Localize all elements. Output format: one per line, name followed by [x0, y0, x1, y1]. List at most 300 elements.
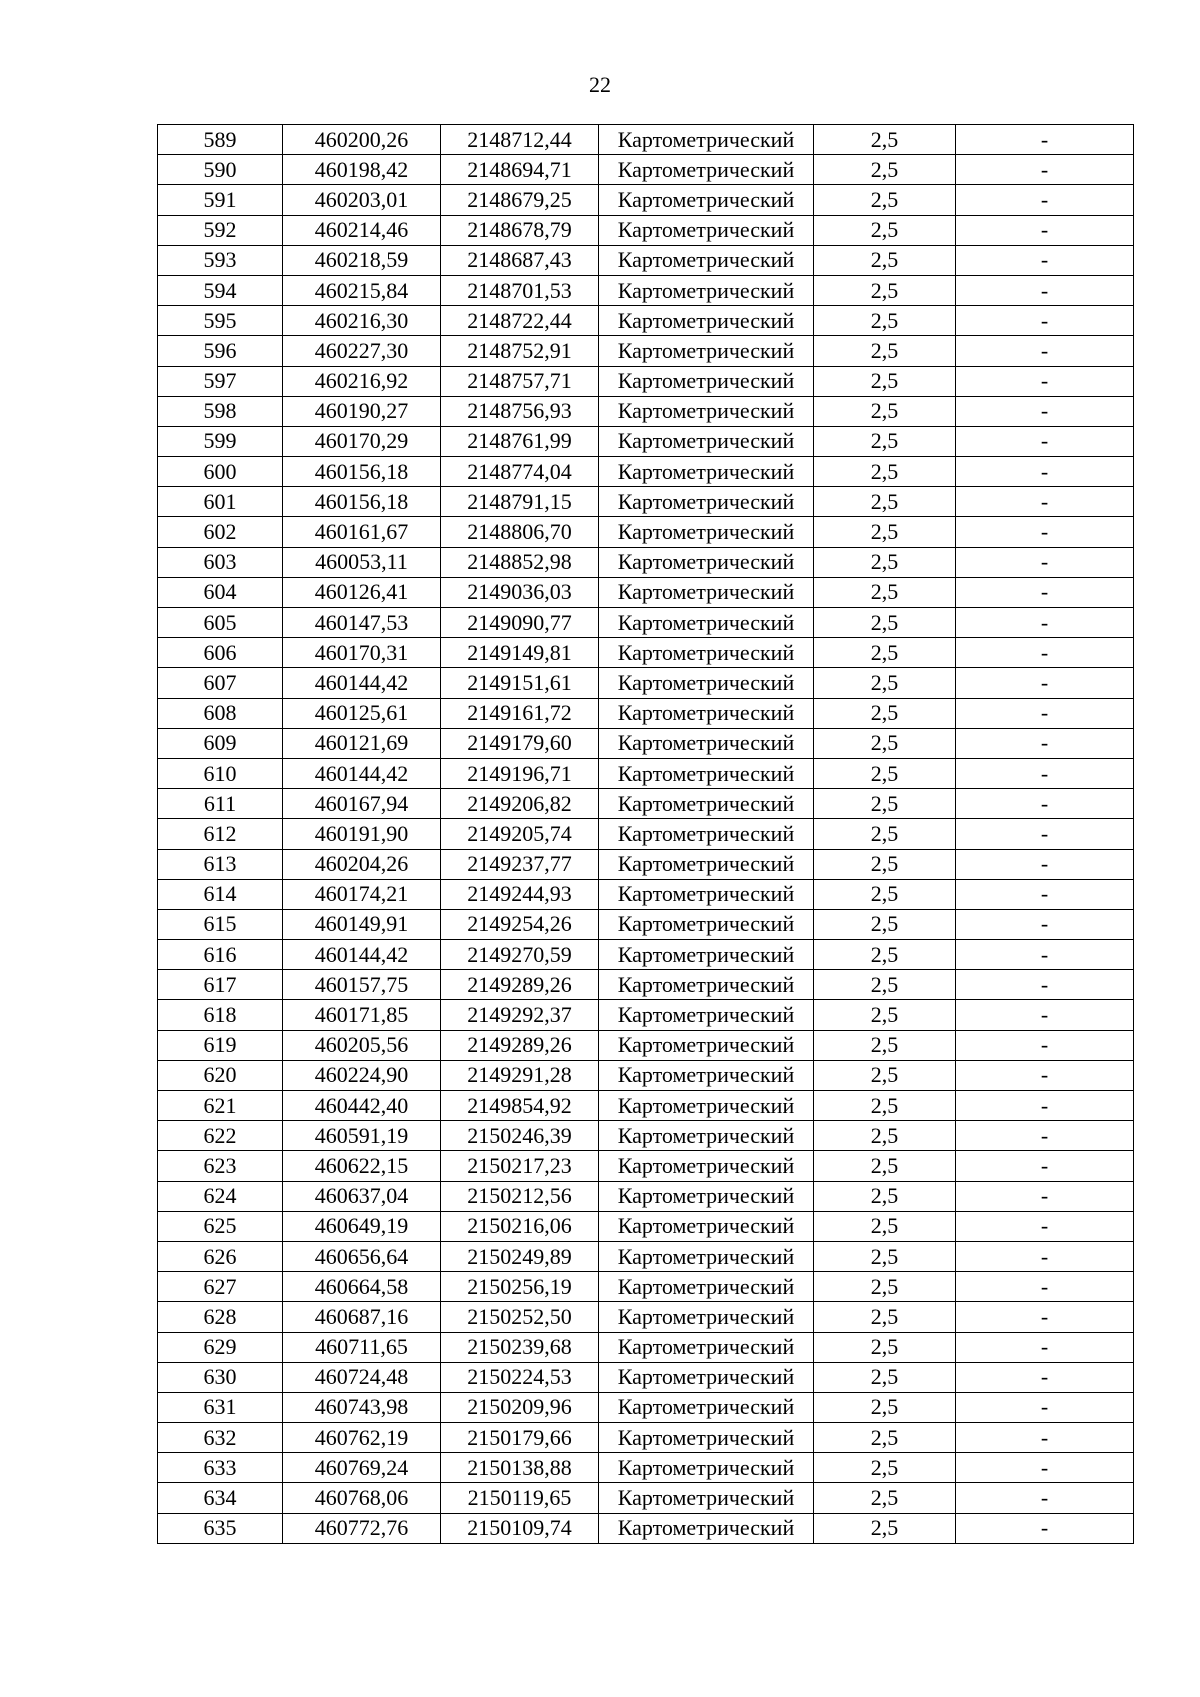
table-row: [158, 366, 1134, 396]
y-coordinate-cell: 2150179,66: [441, 1423, 599, 1453]
point-number-cell: 625: [158, 1211, 283, 1241]
point-number-cell: 602: [158, 517, 283, 547]
point-number-cell: 601: [158, 487, 283, 517]
method-cell: Картометрический: [599, 1332, 814, 1362]
point-number-cell: 622: [158, 1121, 283, 1151]
point-number-cell: 589: [158, 125, 283, 155]
y-coordinate-cell: 2148752,91: [441, 336, 599, 366]
accuracy-cell: 2,5: [814, 940, 956, 970]
description-cell: -: [956, 1272, 1134, 1302]
method-cell: Картометрический: [599, 1121, 814, 1151]
point-number-cell: 630: [158, 1362, 283, 1392]
table-row: [158, 849, 1134, 879]
accuracy-cell: 2,5: [814, 336, 956, 366]
point-number-cell: 634: [158, 1483, 283, 1513]
y-coordinate-cell: 2149237,77: [441, 849, 599, 879]
description-cell: -: [956, 155, 1134, 185]
table-row: [158, 819, 1134, 849]
y-coordinate-cell: 2148687,43: [441, 245, 599, 275]
description-cell: -: [956, 698, 1134, 728]
description-cell: -: [956, 668, 1134, 698]
method-cell: Картометрический: [599, 1513, 814, 1543]
point-number-cell: 621: [158, 1091, 283, 1121]
description-cell: -: [956, 275, 1134, 305]
point-number-cell: 597: [158, 366, 283, 396]
x-coordinate-cell: 460227,30: [283, 336, 441, 366]
description-cell: -: [956, 1302, 1134, 1332]
y-coordinate-cell: 2150252,50: [441, 1302, 599, 1332]
point-number-cell: 629: [158, 1332, 283, 1362]
method-cell: Картометрический: [599, 457, 814, 487]
table-row: [158, 758, 1134, 788]
point-number-cell: 623: [158, 1151, 283, 1181]
description-cell: -: [956, 1483, 1134, 1513]
method-cell: Картометрический: [599, 728, 814, 758]
method-cell: Картометрический: [599, 1151, 814, 1181]
y-coordinate-cell: 2150246,39: [441, 1121, 599, 1151]
table-row: [158, 638, 1134, 668]
method-cell: Картометрический: [599, 1423, 814, 1453]
description-cell: -: [956, 879, 1134, 909]
table-row: [158, 879, 1134, 909]
y-coordinate-cell: 2149289,26: [441, 970, 599, 1000]
table-row: [158, 608, 1134, 638]
accuracy-cell: 2,5: [814, 638, 956, 668]
description-cell: -: [956, 487, 1134, 517]
method-cell: Картометрический: [599, 1392, 814, 1422]
y-coordinate-cell: 2149090,77: [441, 608, 599, 638]
point-number-cell: 617: [158, 970, 283, 1000]
x-coordinate-cell: 460156,18: [283, 457, 441, 487]
description-cell: -: [956, 1362, 1134, 1392]
y-coordinate-cell: 2148712,44: [441, 125, 599, 155]
table-row: [158, 396, 1134, 426]
x-coordinate-cell: 460216,30: [283, 306, 441, 336]
x-coordinate-cell: 460218,59: [283, 245, 441, 275]
x-coordinate-cell: 460724,48: [283, 1362, 441, 1392]
point-number-cell: 616: [158, 940, 283, 970]
method-cell: Картометрический: [599, 668, 814, 698]
point-number-cell: 618: [158, 1000, 283, 1030]
table-row: [158, 1483, 1134, 1513]
table-row: [158, 517, 1134, 547]
accuracy-cell: 2,5: [814, 698, 956, 728]
table-row: [158, 1392, 1134, 1422]
y-coordinate-cell: 2148791,15: [441, 487, 599, 517]
y-coordinate-cell: 2149854,92: [441, 1091, 599, 1121]
point-number-cell: 635: [158, 1513, 283, 1543]
y-coordinate-cell: 2150217,23: [441, 1151, 599, 1181]
y-coordinate-cell: 2149206,82: [441, 789, 599, 819]
point-number-cell: 607: [158, 668, 283, 698]
point-number-cell: 612: [158, 819, 283, 849]
accuracy-cell: 2,5: [814, 849, 956, 879]
description-cell: -: [956, 517, 1134, 547]
x-coordinate-cell: 460144,42: [283, 758, 441, 788]
y-coordinate-cell: 2149149,81: [441, 638, 599, 668]
y-coordinate-cell: 2148761,99: [441, 426, 599, 456]
accuracy-cell: 2,5: [814, 1513, 956, 1543]
accuracy-cell: 2,5: [814, 275, 956, 305]
table-row: [158, 547, 1134, 577]
table-row: [158, 577, 1134, 607]
accuracy-cell: 2,5: [814, 306, 956, 336]
method-cell: Картометрический: [599, 608, 814, 638]
y-coordinate-cell: 2148722,44: [441, 306, 599, 336]
accuracy-cell: 2,5: [814, 457, 956, 487]
x-coordinate-cell: 460144,42: [283, 940, 441, 970]
x-coordinate-cell: 460126,41: [283, 577, 441, 607]
description-cell: -: [956, 1513, 1134, 1543]
method-cell: Картометрический: [599, 1091, 814, 1121]
accuracy-cell: 2,5: [814, 819, 956, 849]
table-row: [158, 1362, 1134, 1392]
table-row: [158, 1513, 1134, 1543]
point-number-cell: 595: [158, 306, 283, 336]
method-cell: Картометрический: [599, 1181, 814, 1211]
x-coordinate-cell: 460591,19: [283, 1121, 441, 1151]
y-coordinate-cell: 2150249,89: [441, 1241, 599, 1271]
description-cell: -: [956, 426, 1134, 456]
table-row: [158, 698, 1134, 728]
method-cell: Картометрический: [599, 547, 814, 577]
x-coordinate-cell: 460205,56: [283, 1030, 441, 1060]
point-number-cell: 633: [158, 1453, 283, 1483]
y-coordinate-cell: 2149179,60: [441, 728, 599, 758]
y-coordinate-cell: 2149205,74: [441, 819, 599, 849]
method-cell: Картометрический: [599, 1453, 814, 1483]
x-coordinate-cell: 460167,94: [283, 789, 441, 819]
description-cell: -: [956, 396, 1134, 426]
point-number-cell: 611: [158, 789, 283, 819]
table-row: [158, 909, 1134, 939]
method-cell: Картометрический: [599, 1362, 814, 1392]
description-cell: -: [956, 125, 1134, 155]
accuracy-cell: 2,5: [814, 577, 956, 607]
description-cell: -: [956, 336, 1134, 366]
table-row: [158, 1030, 1134, 1060]
method-cell: Картометрический: [599, 758, 814, 788]
point-number-cell: 620: [158, 1060, 283, 1090]
y-coordinate-cell: 2150216,06: [441, 1211, 599, 1241]
method-cell: Картометрический: [599, 1000, 814, 1030]
description-cell: -: [956, 758, 1134, 788]
accuracy-cell: 2,5: [814, 879, 956, 909]
accuracy-cell: 2,5: [814, 758, 956, 788]
table-row: [158, 1060, 1134, 1090]
table-row: [158, 125, 1134, 155]
point-number-cell: 605: [158, 608, 283, 638]
coordinates-table: [157, 124, 1134, 1544]
description-cell: -: [956, 1423, 1134, 1453]
description-cell: -: [956, 215, 1134, 245]
table-row: [158, 1181, 1134, 1211]
y-coordinate-cell: 2149270,59: [441, 940, 599, 970]
x-coordinate-cell: 460224,90: [283, 1060, 441, 1090]
point-number-cell: 606: [158, 638, 283, 668]
description-cell: -: [956, 819, 1134, 849]
accuracy-cell: 2,5: [814, 426, 956, 456]
table-row: [158, 789, 1134, 819]
description-cell: -: [956, 789, 1134, 819]
accuracy-cell: 2,5: [814, 155, 956, 185]
accuracy-cell: 2,5: [814, 1030, 956, 1060]
x-coordinate-cell: 460216,92: [283, 366, 441, 396]
y-coordinate-cell: 2148701,53: [441, 275, 599, 305]
description-cell: -: [956, 1030, 1134, 1060]
description-cell: -: [956, 638, 1134, 668]
point-number-cell: 626: [158, 1241, 283, 1271]
x-coordinate-cell: 460170,31: [283, 638, 441, 668]
point-number-cell: 619: [158, 1030, 283, 1060]
method-cell: Картометрический: [599, 275, 814, 305]
point-number-cell: 613: [158, 849, 283, 879]
description-cell: -: [956, 1211, 1134, 1241]
x-coordinate-cell: 460743,98: [283, 1392, 441, 1422]
method-cell: Картометрический: [599, 1211, 814, 1241]
point-number-cell: 631: [158, 1392, 283, 1422]
point-number-cell: 627: [158, 1272, 283, 1302]
accuracy-cell: 2,5: [814, 517, 956, 547]
x-coordinate-cell: 460125,61: [283, 698, 441, 728]
x-coordinate-cell: 460649,19: [283, 1211, 441, 1241]
accuracy-cell: 2,5: [814, 1302, 956, 1332]
x-coordinate-cell: 460170,29: [283, 426, 441, 456]
accuracy-cell: 2,5: [814, 789, 956, 819]
table-row: [158, 215, 1134, 245]
method-cell: Картометрический: [599, 215, 814, 245]
description-cell: -: [956, 577, 1134, 607]
method-cell: Картометрический: [599, 517, 814, 547]
table-row: [158, 970, 1134, 1000]
method-cell: Картометрический: [599, 1241, 814, 1271]
x-coordinate-cell: 460203,01: [283, 185, 441, 215]
x-coordinate-cell: 460656,64: [283, 1241, 441, 1271]
method-cell: Картометрический: [599, 426, 814, 456]
accuracy-cell: 2,5: [814, 396, 956, 426]
point-number-cell: 609: [158, 728, 283, 758]
table-row: [158, 1211, 1134, 1241]
y-coordinate-cell: 2148757,71: [441, 366, 599, 396]
accuracy-cell: 2,5: [814, 668, 956, 698]
method-cell: Картометрический: [599, 577, 814, 607]
y-coordinate-cell: 2148678,79: [441, 215, 599, 245]
y-coordinate-cell: 2148679,25: [441, 185, 599, 215]
table-row: [158, 1272, 1134, 1302]
x-coordinate-cell: 460198,42: [283, 155, 441, 185]
accuracy-cell: 2,5: [814, 245, 956, 275]
description-cell: -: [956, 1392, 1134, 1422]
method-cell: Картометрический: [599, 940, 814, 970]
x-coordinate-cell: 460121,69: [283, 728, 441, 758]
x-coordinate-cell: 460171,85: [283, 1000, 441, 1030]
method-cell: Картометрический: [599, 155, 814, 185]
point-number-cell: 604: [158, 577, 283, 607]
table-row: [158, 1302, 1134, 1332]
point-number-cell: 590: [158, 155, 283, 185]
y-coordinate-cell: 2149292,37: [441, 1000, 599, 1030]
table-row: [158, 457, 1134, 487]
accuracy-cell: 2,5: [814, 1272, 956, 1302]
accuracy-cell: 2,5: [814, 608, 956, 638]
accuracy-cell: 2,5: [814, 1332, 956, 1362]
x-coordinate-cell: 460622,15: [283, 1151, 441, 1181]
description-cell: -: [956, 1091, 1134, 1121]
description-cell: -: [956, 1181, 1134, 1211]
accuracy-cell: 2,5: [814, 1362, 956, 1392]
y-coordinate-cell: 2150239,68: [441, 1332, 599, 1362]
y-coordinate-cell: 2149289,26: [441, 1030, 599, 1060]
y-coordinate-cell: 2150224,53: [441, 1362, 599, 1392]
table-row: [158, 1151, 1134, 1181]
description-cell: -: [956, 1241, 1134, 1271]
table-row: [158, 185, 1134, 215]
y-coordinate-cell: 2149161,72: [441, 698, 599, 728]
method-cell: Картометрический: [599, 336, 814, 366]
table-row: [158, 275, 1134, 305]
description-cell: -: [956, 1000, 1134, 1030]
y-coordinate-cell: 2149036,03: [441, 577, 599, 607]
accuracy-cell: 2,5: [814, 728, 956, 758]
accuracy-cell: 2,5: [814, 1423, 956, 1453]
table-row: [158, 728, 1134, 758]
accuracy-cell: 2,5: [814, 215, 956, 245]
description-cell: -: [956, 849, 1134, 879]
y-coordinate-cell: 2149291,28: [441, 1060, 599, 1090]
method-cell: Картометрический: [599, 879, 814, 909]
accuracy-cell: 2,5: [814, 1121, 956, 1151]
x-coordinate-cell: 460762,19: [283, 1423, 441, 1453]
x-coordinate-cell: 460687,16: [283, 1302, 441, 1332]
table-row: [158, 1332, 1134, 1362]
table-row: [158, 1121, 1134, 1151]
y-coordinate-cell: 2149151,61: [441, 668, 599, 698]
accuracy-cell: 2,5: [814, 1181, 956, 1211]
x-coordinate-cell: 460053,11: [283, 547, 441, 577]
y-coordinate-cell: 2150119,65: [441, 1483, 599, 1513]
table-row: [158, 306, 1134, 336]
y-coordinate-cell: 2150138,88: [441, 1453, 599, 1483]
accuracy-cell: 2,5: [814, 125, 956, 155]
accuracy-cell: 2,5: [814, 366, 956, 396]
table-row: [158, 940, 1134, 970]
method-cell: Картометрический: [599, 396, 814, 426]
description-cell: -: [956, 1332, 1134, 1362]
method-cell: Картометрический: [599, 698, 814, 728]
x-coordinate-cell: 460442,40: [283, 1091, 441, 1121]
y-coordinate-cell: 2148806,70: [441, 517, 599, 547]
table-row: [158, 336, 1134, 366]
method-cell: Картометрический: [599, 1272, 814, 1302]
description-cell: -: [956, 970, 1134, 1000]
method-cell: Картометрический: [599, 487, 814, 517]
x-coordinate-cell: 460204,26: [283, 849, 441, 879]
description-cell: -: [956, 185, 1134, 215]
method-cell: Картометрический: [599, 638, 814, 668]
x-coordinate-cell: 460156,18: [283, 487, 441, 517]
accuracy-cell: 2,5: [814, 185, 956, 215]
table-row: [158, 1000, 1134, 1030]
y-coordinate-cell: 2150256,19: [441, 1272, 599, 1302]
table-row: [158, 1091, 1134, 1121]
x-coordinate-cell: 460200,26: [283, 125, 441, 155]
point-number-cell: 614: [158, 879, 283, 909]
point-number-cell: 594: [158, 275, 283, 305]
point-number-cell: 603: [158, 547, 283, 577]
point-number-cell: 596: [158, 336, 283, 366]
table-row: [158, 668, 1134, 698]
table-row: [158, 1453, 1134, 1483]
point-number-cell: 592: [158, 215, 283, 245]
point-number-cell: 599: [158, 426, 283, 456]
accuracy-cell: 2,5: [814, 1060, 956, 1090]
method-cell: Картометрический: [599, 909, 814, 939]
x-coordinate-cell: 460215,84: [283, 275, 441, 305]
method-cell: Картометрический: [599, 125, 814, 155]
x-coordinate-cell: 460174,21: [283, 879, 441, 909]
point-number-cell: 598: [158, 396, 283, 426]
description-cell: -: [956, 909, 1134, 939]
point-number-cell: 615: [158, 909, 283, 939]
accuracy-cell: 2,5: [814, 1000, 956, 1030]
description-cell: -: [956, 547, 1134, 577]
x-coordinate-cell: 460768,06: [283, 1483, 441, 1513]
description-cell: -: [956, 728, 1134, 758]
method-cell: Картометрический: [599, 1030, 814, 1060]
point-number-cell: 593: [158, 245, 283, 275]
accuracy-cell: 2,5: [814, 1211, 956, 1241]
table-row: [158, 155, 1134, 185]
y-coordinate-cell: 2148852,98: [441, 547, 599, 577]
point-number-cell: 591: [158, 185, 283, 215]
x-coordinate-cell: 460190,27: [283, 396, 441, 426]
y-coordinate-cell: 2150209,96: [441, 1392, 599, 1422]
method-cell: Картометрический: [599, 366, 814, 396]
point-number-cell: 628: [158, 1302, 283, 1332]
y-coordinate-cell: 2149244,93: [441, 879, 599, 909]
point-number-cell: 610: [158, 758, 283, 788]
y-coordinate-cell: 2149196,71: [441, 758, 599, 788]
x-coordinate-cell: 460769,24: [283, 1453, 441, 1483]
accuracy-cell: 2,5: [814, 487, 956, 517]
y-coordinate-cell: 2148694,71: [441, 155, 599, 185]
point-number-cell: 600: [158, 457, 283, 487]
accuracy-cell: 2,5: [814, 970, 956, 1000]
x-coordinate-cell: 460664,58: [283, 1272, 441, 1302]
table-row: [158, 426, 1134, 456]
x-coordinate-cell: 460191,90: [283, 819, 441, 849]
accuracy-cell: 2,5: [814, 1151, 956, 1181]
x-coordinate-cell: 460772,76: [283, 1513, 441, 1543]
description-cell: -: [956, 940, 1134, 970]
description-cell: -: [956, 245, 1134, 275]
description-cell: -: [956, 306, 1134, 336]
description-cell: -: [956, 1121, 1134, 1151]
description-cell: -: [956, 608, 1134, 638]
page-number: 22: [589, 72, 611, 97]
description-cell: -: [956, 1060, 1134, 1090]
table-row: [158, 1241, 1134, 1271]
method-cell: Картометрический: [599, 245, 814, 275]
point-number-cell: 608: [158, 698, 283, 728]
y-coordinate-cell: 2150212,56: [441, 1181, 599, 1211]
point-number-cell: 632: [158, 1423, 283, 1453]
accuracy-cell: 2,5: [814, 1091, 956, 1121]
description-cell: -: [956, 1453, 1134, 1483]
table-row: [158, 487, 1134, 517]
y-coordinate-cell: 2150109,74: [441, 1513, 599, 1543]
x-coordinate-cell: 460214,46: [283, 215, 441, 245]
